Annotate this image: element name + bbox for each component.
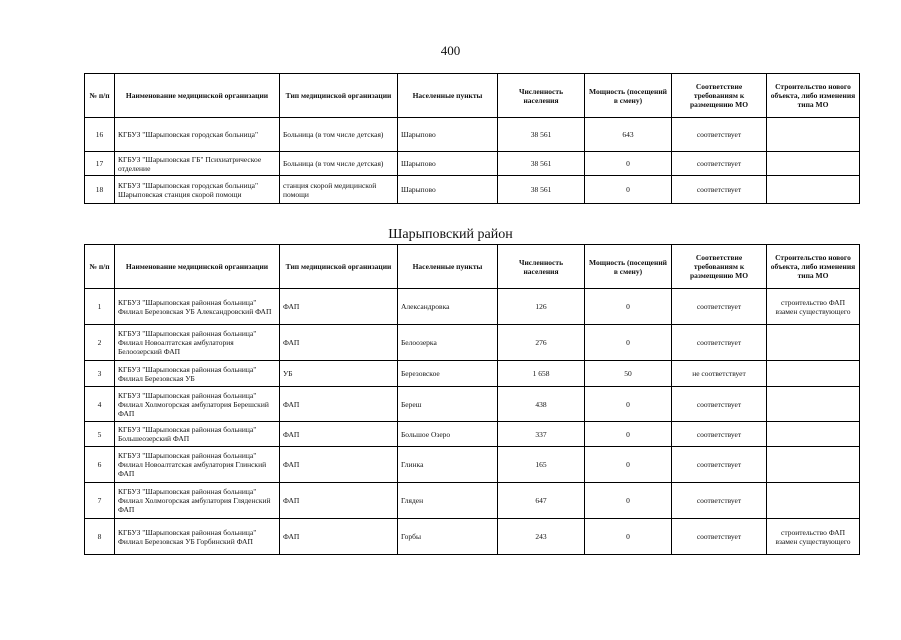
cell-org: КГБУЗ "Шарыповская районная больница" Филиал Березовская УБ: [115, 361, 280, 387]
table-row: [85, 176, 860, 204]
table-row: [85, 289, 860, 325]
header-type: Тип медицинской организации: [280, 74, 398, 118]
cell-settlement: Глинка: [398, 447, 498, 483]
cell-org: КГБУЗ "Шарыповская районная больница" Филиал Новоалтатская амбулатория Глинский ФАП: [115, 447, 280, 483]
cell-population: 438: [498, 387, 585, 422]
cell-population: 1 658: [498, 361, 585, 387]
cell-construction: [767, 152, 860, 176]
cell-org: КГБУЗ "Шарыповская ГБ" Психиатрическое отделение: [115, 152, 280, 176]
cell-org: КГБУЗ "Шарыповская районная больница" Филиал Березовская УБ Александровский ФАП: [115, 289, 280, 325]
cell-compliance: не соответствует: [672, 361, 767, 387]
cell-population: 38 561: [498, 118, 585, 152]
cell-capacity: 0: [585, 447, 672, 483]
header-capacity: Мощность (посещений в смену): [585, 245, 672, 289]
cell-org: КГБУЗ "Шарыповская районная больница" Филиал Холмогорская амбулатория Берешский ФАП: [115, 387, 280, 422]
cell-construction: строительство ФАП взамен существующего: [767, 519, 860, 555]
cell-type: ФАП: [280, 483, 398, 519]
cell-population: 126: [498, 289, 585, 325]
cell-org: КГБУЗ "Шарыповская городская больница" Шарыповская станция скорой помощи: [115, 176, 280, 204]
cell-capacity: 0: [585, 519, 672, 555]
cell-construction: [767, 176, 860, 204]
cell-capacity: 50: [585, 361, 672, 387]
facilities-table-city: [84, 73, 860, 204]
cell-construction: [767, 483, 860, 519]
cell-capacity: 0: [585, 289, 672, 325]
cell-construction: [767, 422, 860, 447]
cell-num: 3: [85, 361, 115, 387]
cell-settlement: Белоозерка: [398, 325, 498, 361]
header-population: Численность населения: [498, 245, 585, 289]
cell-num: 17: [85, 152, 115, 176]
header-settlements: Населенные пункты: [398, 245, 498, 289]
cell-type: УБ: [280, 361, 398, 387]
cell-type: Больница (в том числе детская): [280, 118, 398, 152]
cell-org: КГБУЗ "Шарыповская районная больница" Филиал Холмогорская амбулатория Гляденский ФАП: [115, 483, 280, 519]
cell-num: 5: [85, 422, 115, 447]
cell-settlement: Большое Озеро: [398, 422, 498, 447]
page-number: 400: [440, 43, 461, 58]
cell-settlement: Гляден: [398, 483, 498, 519]
facilities-table-district: [84, 244, 860, 555]
table-row: [85, 483, 860, 519]
cell-num: 7: [85, 483, 115, 519]
header-compliance: Соответствие требованиям к размещению МО: [672, 74, 767, 118]
section-title: Шарыповский район: [388, 227, 513, 242]
cell-population: 38 561: [498, 152, 585, 176]
cell-org: КГБУЗ "Шарыповская районная больница" Филиал Новоалтатская амбулатория Белоозерский ФАП: [115, 325, 280, 361]
cell-compliance: соответствует: [672, 447, 767, 483]
cell-capacity: 0: [585, 176, 672, 204]
cell-num: 6: [85, 447, 115, 483]
header-type: Тип медицинской организации: [280, 245, 398, 289]
cell-construction: [767, 361, 860, 387]
cell-type: станция скорой медицинской помощи: [280, 176, 398, 204]
cell-settlement: Береш: [398, 387, 498, 422]
cell-num: 1: [85, 289, 115, 325]
cell-type: ФАП: [280, 325, 398, 361]
cell-settlement: Горбы: [398, 519, 498, 555]
cell-compliance: соответствует: [672, 152, 767, 176]
cell-num: 2: [85, 325, 115, 361]
cell-type: ФАП: [280, 422, 398, 447]
cell-settlement: Александровка: [398, 289, 498, 325]
cell-type: ФАП: [280, 387, 398, 422]
cell-capacity: 0: [585, 483, 672, 519]
header-construction: Строительство нового объекта, либо изменения типа МО: [767, 245, 860, 289]
cell-construction: [767, 118, 860, 152]
table-row: [85, 422, 860, 447]
cell-compliance: соответствует: [672, 422, 767, 447]
table-row: [85, 519, 860, 555]
cell-compliance: соответствует: [672, 289, 767, 325]
table-header-row: [85, 245, 860, 289]
header-num: № п/п: [85, 245, 115, 289]
cell-compliance: соответствует: [672, 325, 767, 361]
cell-type: ФАП: [280, 519, 398, 555]
cell-num: 4: [85, 387, 115, 422]
cell-capacity: 0: [585, 387, 672, 422]
cell-num: 18: [85, 176, 115, 204]
cell-org: КГБУЗ "Шарыповская районная больница" Большеозерский ФАП: [115, 422, 280, 447]
cell-num: 8: [85, 519, 115, 555]
cell-population: 276: [498, 325, 585, 361]
cell-settlement: Шарыпово: [398, 176, 498, 204]
cell-capacity: 0: [585, 422, 672, 447]
header-compliance: Соответствие требованиям к размещению МО: [672, 245, 767, 289]
cell-num: 16: [85, 118, 115, 152]
header-population: Численность населения: [498, 74, 585, 118]
header-construction: Строительство нового объекта, либо изменения типа МО: [767, 74, 860, 118]
cell-compliance: соответствует: [672, 176, 767, 204]
cell-construction: [767, 447, 860, 483]
cell-settlement: Шарыпово: [398, 118, 498, 152]
cell-compliance: соответствует: [672, 483, 767, 519]
cell-org: КГБУЗ "Шарыповская городская больница": [115, 118, 280, 152]
table-row: [85, 361, 860, 387]
header-org: Наименование медицинской организации: [115, 74, 280, 118]
cell-type: Больница (в том числе детская): [280, 152, 398, 176]
table-header-row: [85, 74, 860, 118]
table-row: [85, 387, 860, 422]
table-row: [85, 447, 860, 483]
cell-settlement: Шарыпово: [398, 152, 498, 176]
cell-capacity: 0: [585, 325, 672, 361]
header-capacity: Мощность (посещений в смену): [585, 74, 672, 118]
cell-org: КГБУЗ "Шарыповская районная больница" Филиал Березовская УБ Горбинский ФАП: [115, 519, 280, 555]
table-row: [85, 325, 860, 361]
cell-construction: [767, 325, 860, 361]
cell-population: 243: [498, 519, 585, 555]
table-row: [85, 118, 860, 152]
header-org: Наименование медицинской организации: [115, 245, 280, 289]
cell-construction: [767, 387, 860, 422]
cell-settlement: Березовское: [398, 361, 498, 387]
header-settlements: Населенные пункты: [398, 74, 498, 118]
cell-population: 337: [498, 422, 585, 447]
cell-compliance: соответствует: [672, 387, 767, 422]
cell-population: 165: [498, 447, 585, 483]
cell-compliance: соответствует: [672, 519, 767, 555]
cell-compliance: соответствует: [672, 118, 767, 152]
table-row: [85, 152, 860, 176]
cell-capacity: 0: [585, 152, 672, 176]
cell-population: 38 561: [498, 176, 585, 204]
cell-type: ФАП: [280, 447, 398, 483]
cell-construction: строительство ФАП взамен существующего: [767, 289, 860, 325]
cell-type: ФАП: [280, 289, 398, 325]
cell-population: 647: [498, 483, 585, 519]
cell-capacity: 643: [585, 118, 672, 152]
header-num: № п/п: [85, 74, 115, 118]
